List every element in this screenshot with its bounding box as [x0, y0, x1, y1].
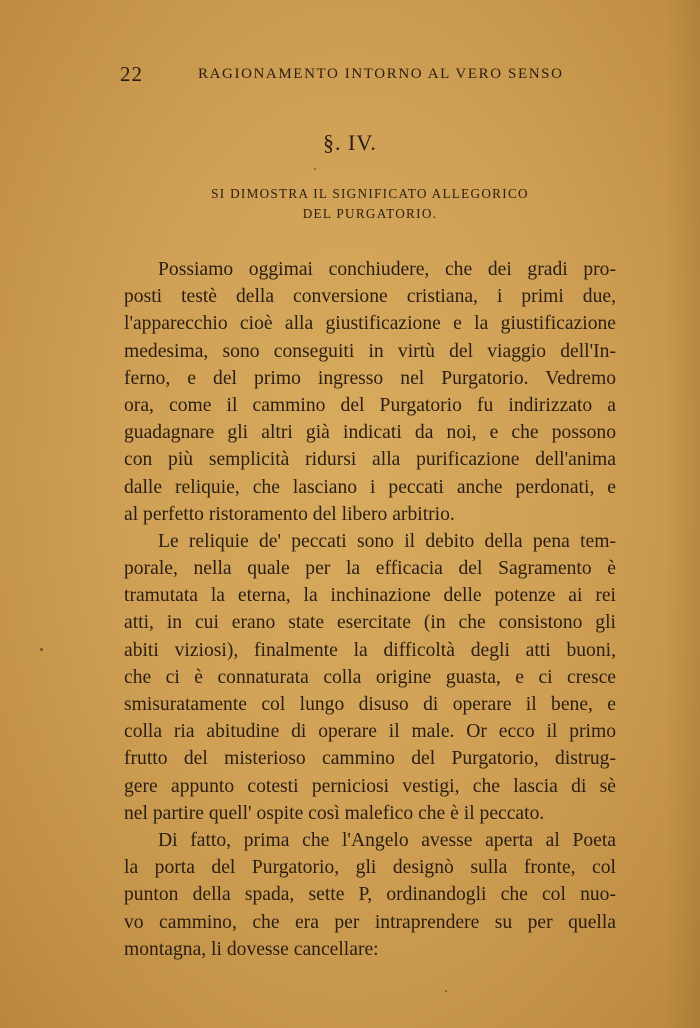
- text-line: Possiamo oggimai conchiudere, che dei gradi pro-: [158, 259, 616, 280]
- text-line: abiti viziosi), finalmente la difficoltà degli atti buoni,: [124, 639, 616, 661]
- section-subtitle-line-2: DEL PURGATORIO.: [302, 206, 438, 221]
- running-head: [120, 62, 600, 88]
- text-line: posti testè della conversione cristiana, i primi due,: [124, 286, 616, 308]
- text-line: frutto del misterioso cammino del Purgatorio, distrug-: [124, 748, 616, 770]
- paper-speck: [40, 648, 43, 651]
- text-line: porale, nella quale per la efficacia del Sagramento è: [124, 558, 616, 580]
- text-line: con più semplicità ridursi alla purificazione dell'anima: [124, 449, 616, 471]
- page-number: 22: [120, 62, 143, 86]
- paper-speck: [445, 990, 447, 992]
- paragraph: [124, 827, 616, 963]
- section-number: §. IV.: [323, 130, 377, 155]
- text-line: punton della spada, sette P, ordinandogli che col nuo-: [124, 884, 616, 906]
- text-line: guadagnare gli altri già indicati da noi, e che possono: [124, 422, 616, 444]
- text-line: dalle reliquie, che lasciano i peccati anche perdonati, e: [124, 476, 616, 498]
- paper-speck: [314, 168, 316, 170]
- text-line: la porta del Purgatorio, gli designò sulla fronte, col: [124, 857, 616, 879]
- paragraph: [124, 256, 616, 528]
- text-line: al perfetto ristoramento del libero arbitrio.: [124, 503, 455, 525]
- paragraph: [124, 528, 616, 827]
- text-line: Di fatto, prima che l'Angelo avesse aperta al Poeta: [158, 829, 616, 851]
- text-line: l'apparecchio cioè alla giustificazione e la giustificazione: [124, 313, 616, 335]
- text-line: che ci è connaturata colla origine guasta, e ci cresce: [124, 666, 616, 688]
- body-text: [124, 256, 616, 963]
- text-line: Le reliquie de' peccati sono il debito della pena tem-: [158, 530, 616, 552]
- text-line: nel partire quell' ospite così malefico che è il peccato.: [124, 802, 545, 824]
- text-line: colla ria abitudine di operare il male. Or ecco il primo: [124, 721, 616, 743]
- text-line: montagna, li dovesse cancellare:: [124, 938, 379, 960]
- text-line: medesima, sono conseguiti in virtù del viaggio dell'In-: [124, 340, 616, 362]
- text-line: tramutata la eterna, la inchinazione delle potenze ai rei: [124, 585, 616, 607]
- text-line: ora, come il cammino del Purgatorio fu indirizzato a: [124, 394, 616, 416]
- text-line: atti, in cui erano state esercitate (in che consistono gli: [124, 612, 616, 634]
- running-title: RAGIONAMENTO INTORNO AL VERO SENSO: [198, 66, 564, 82]
- text-line: smisuratamente col lungo disuso di operare il bene, e: [124, 694, 616, 715]
- section-subtitle-line-1: SI DIMOSTRA IL SIGNIFICATO ALLEGORICO: [211, 186, 529, 201]
- text-line: vo cammino, che era per intraprendere su per quella: [124, 911, 616, 933]
- text-line: ferno, e del primo ingresso nel Purgatorio. Vedremo: [124, 367, 616, 389]
- text-line: gere appunto cotesti perniciosi vestigi, che lascia di sè: [124, 775, 616, 797]
